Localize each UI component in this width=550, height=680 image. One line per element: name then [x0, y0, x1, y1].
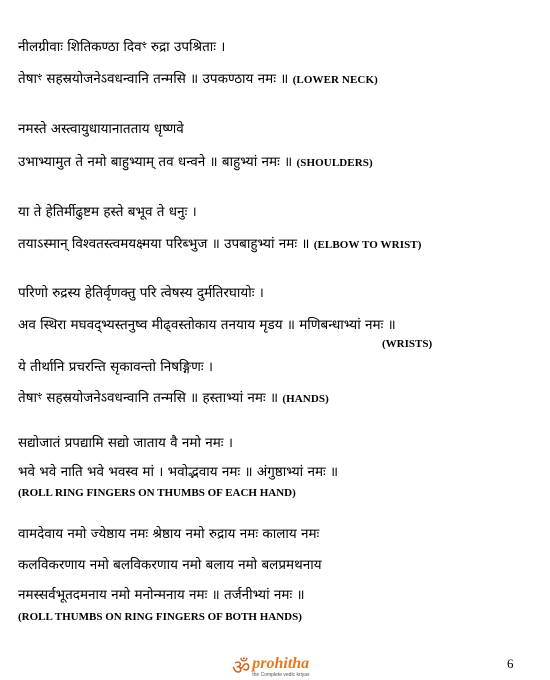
prohitha-logo	[232, 654, 310, 680]
verse-text: कलविकरणाय नमो बलविकरणाय नमो बलाय नमो बलप्रमथनाय	[18, 557, 322, 573]
verse-text: तेषाꣳ सहस्रयोजनेऽवधन्वानि तन्मसि ॥ उपकण्ठाय नमः ॥	[18, 71, 293, 87]
verse-text: नमस्सर्वभूतदमनाय नमो मनोन्मनाय नमः ॥ तर्जनीभ्यां नमः ॥	[18, 587, 305, 603]
verse-text: उभाभ्यामुत ते नमो बाहुभ्याम् तव धन्वने ॥ बाहुभ्यां नमः ॥	[18, 154, 297, 170]
verse-line-15	[18, 586, 305, 604]
brand-tagline: the Complete vedic kriyas	[252, 672, 310, 678]
body-part-label: (ELBOW TO WRIST)	[313, 239, 422, 251]
verse-line-1	[18, 38, 225, 56]
verse-text: सद्योजातं प्रपद्यामि सद्यो जाताय वै नमो नमः ।	[18, 435, 233, 451]
verse-line-8	[18, 316, 396, 334]
instruction-caption: (ROLL RING FINGERS ON THUMBS OF EACH HAND)	[18, 487, 296, 499]
instruction-caption: (ROLL THUMBS ON RING FINGERS OF BOTH HANDS)	[18, 611, 302, 623]
body-part-label: (LOWER NECK)	[292, 74, 378, 86]
body-part-label: (SHOULDERS)	[296, 157, 373, 169]
verse-text: तयाऽस्मान् विश्वतस्त्वमयक्ष्मया परिब्भुज ॥ उपबाहुभ्यां नमः ॥	[18, 236, 314, 252]
verse-line-2	[18, 70, 378, 89]
verse-line-3	[18, 120, 184, 138]
verse-line-10	[18, 389, 329, 408]
verse-line-11	[18, 434, 233, 452]
verse-text: वामदेवाय नमो ज्येष्ठाय नमः श्रेष्ठाय नमो रुद्राय नमः कालाय नमः	[18, 526, 320, 542]
verse-line-5	[18, 203, 197, 221]
om-icon: ॐ	[232, 655, 251, 679]
verse-line-9	[18, 358, 213, 376]
verse-text: ये तीर्थानि प्रचरन्ति सृकावन्तो निषङ्गिणः ।	[18, 359, 213, 375]
verse-text: नीलग्रीवाः शितिकण्ठा दिवꣳ रुद्रा उपश्रिताः ।	[18, 39, 226, 55]
verse-text: या ते हेतिर्मीढुष्टम हस्ते बभूव ते धनुः ।	[18, 204, 197, 220]
body-part-label: (HANDS)	[282, 393, 329, 405]
verse-text: परिणो रुद्रस्य हेतिर्वृणक्तु परि त्वेषस्य दुर्मतिरघायोः ।	[18, 285, 264, 301]
verse-text: तेषाꣳ सहस्रयोजनेऽवधन्वानि तन्मसि ॥ हस्ताभ्यां नमः ॥	[18, 390, 283, 406]
body-part-label: (WRISTS)	[382, 338, 433, 350]
brand-block	[252, 656, 309, 678]
verse-line-4	[18, 153, 373, 172]
page-number: 6	[507, 656, 514, 671]
verse-line-12	[18, 463, 338, 481]
verse-line-14	[18, 556, 322, 574]
verse-text: नमस्ते अस्त्वायुधायानातताय धृष्णवे	[18, 121, 184, 137]
verse-line-6	[18, 235, 422, 254]
brand-name: prohitha	[252, 655, 310, 672]
verse-line-7	[18, 284, 264, 302]
verse-line-13	[18, 525, 319, 543]
verse-text: अव स्थिरा मघवद्भ्यस्तनुष्व मीढ्वस्तोकाय तनयाय मृडय ॥ मणिबन्धाभ्यां नमः ॥	[18, 317, 396, 333]
verse-text: भवे भवे नाति भवे भवस्व मां । भवोद्भवाय नमः ॥ अंगुष्ठाभ्यां नमः ॥	[18, 464, 339, 480]
